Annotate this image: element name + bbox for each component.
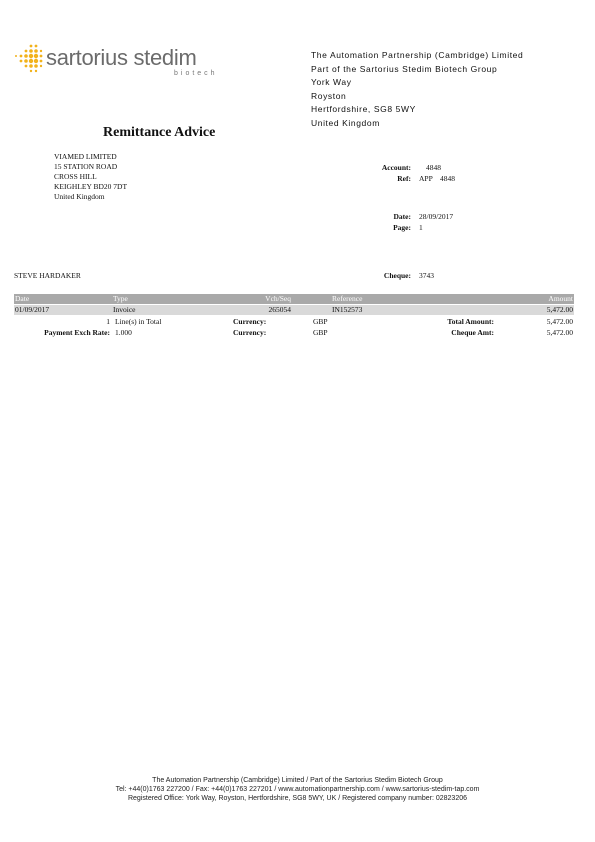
column-header-type: Type [113, 294, 128, 303]
recipient-line: KEIGHLEY BD20 7DT [54, 182, 128, 191]
cheque-value: 3743 [419, 271, 434, 280]
footer-line-registered: Registered Office: York Way, Royston, Hertfordshire, SG8 5WY, UK / Registered company number: 02823206 [127, 795, 468, 802]
cheque-amount-value: 5,472.00 [546, 328, 573, 337]
exch-rate-value: 1.000 [115, 328, 132, 337]
company-line: United Kingdom [311, 117, 380, 128]
recipient-line: CROSS HILL [54, 172, 97, 181]
exch-rate-label: Payment Exch Rate: [44, 328, 110, 337]
logo-subtitle: biotech [174, 70, 218, 77]
footer-line-company: The Automation Partnership (Cambridge) Limited / Part of the Sartorius Stedim Biotech Group [152, 777, 443, 784]
recipient-address [54, 152, 127, 202]
lines-label: Line(s) in Total [115, 317, 162, 326]
currency-value-2: GBP [313, 328, 328, 337]
column-header-date: Date [15, 294, 30, 303]
total-amount-value: 5,472.00 [546, 317, 573, 326]
page-label: Page: [393, 223, 411, 232]
date-label: Date: [393, 212, 411, 221]
table-header [14, 294, 574, 304]
company-line: Hertfordshire, SG8 5WY [311, 104, 416, 114]
company-line: The Automation Partnership (Cambridge) Limited [311, 50, 524, 60]
cheque-amount-label: Cheque Amt: [451, 328, 494, 337]
company-logo [14, 44, 224, 80]
company-address [311, 49, 523, 130]
ref-label: Ref: [397, 174, 411, 183]
table-row [14, 305, 574, 315]
logo-name: sartorius stedim [46, 45, 197, 70]
lines-count: 1 [106, 317, 110, 326]
page-footer [0, 776, 595, 803]
recipient-line: VIAMED LIMITED [54, 152, 117, 161]
account-label: Account: [381, 163, 411, 172]
account-value: 4848 [426, 163, 441, 172]
currency-value: GBP [313, 317, 328, 326]
column-header-vch: Vch/Seq [265, 294, 291, 303]
company-line: York Way [311, 77, 352, 87]
row-vch: 265054 [268, 305, 291, 314]
row-type: Invoice [113, 305, 136, 314]
page-value: 1 [419, 223, 423, 232]
row-amount: 5,472.00 [546, 305, 573, 314]
date-value: 28/09/2017 [419, 212, 454, 221]
company-line: Royston [311, 90, 347, 101]
contact-name: STEVE HARDAKER [14, 271, 81, 280]
column-header-reference: Reference [332, 294, 363, 303]
recipient-line: 15 STATION ROAD [54, 162, 118, 171]
currency-label-2: Currency: [233, 328, 267, 337]
currency-label: Currency: [233, 317, 267, 326]
ref-value: APP 4848 [419, 174, 455, 183]
document-title: Remittance Advice [103, 125, 216, 140]
logo-dots-icon [14, 44, 44, 74]
cheque-label: Cheque: [383, 271, 411, 280]
total-amount-label: Total Amount: [447, 317, 494, 326]
footer-line-contact: Tel: +44(0)1763 227200 / Fax: +44(0)1763 227201 / www.automationpartnership.com / www.sartorius-stedim-tap.com [115, 786, 480, 793]
recipient-line: United Kingdom [54, 192, 105, 201]
column-header-amount: Amount [548, 294, 573, 303]
company-line: Part of the Sartorius Stedim Biotech Group [311, 63, 498, 74]
row-date: 01/09/2017 [15, 305, 50, 314]
row-reference: IN152573 [332, 305, 363, 314]
